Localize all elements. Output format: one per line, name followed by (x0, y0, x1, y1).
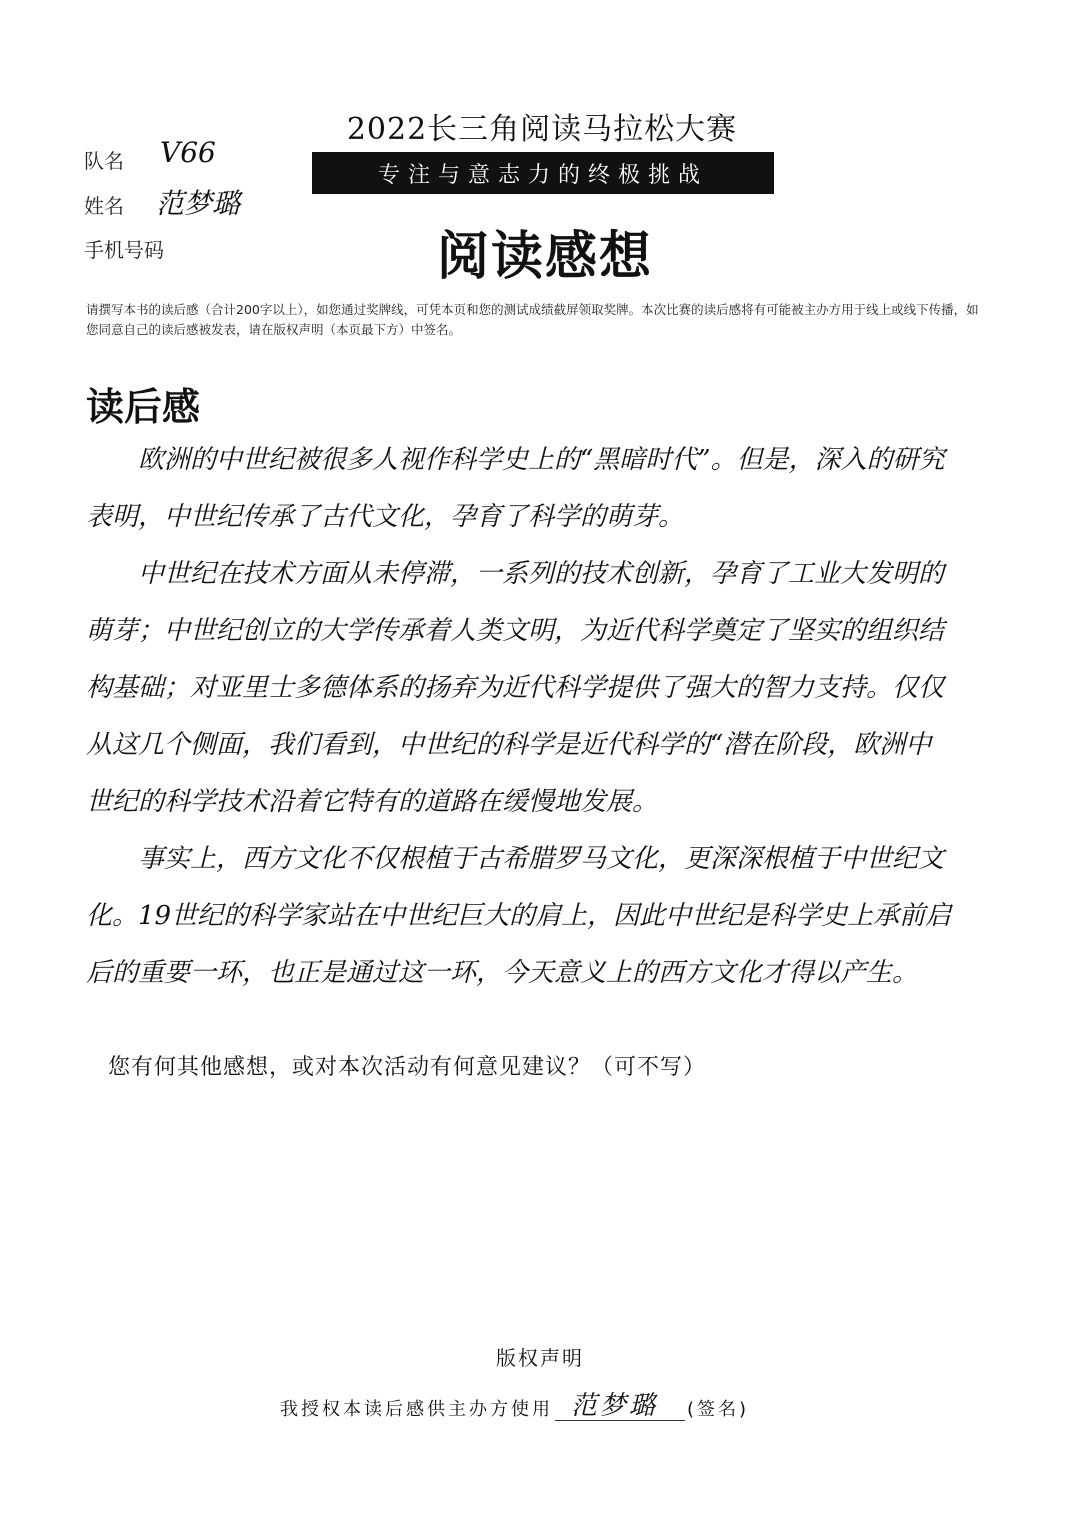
signature-value: 范梦璐 (571, 1391, 659, 1421)
slogan-banner: 专注与意志力的终极挑战 (312, 152, 774, 194)
signature-field[interactable] (555, 1392, 685, 1421)
contest-title: 2022长三角阅读马拉松大赛 (346, 112, 738, 147)
authorization-line (280, 1392, 749, 1421)
essay-paragraph-2: 中世纪在技术方面从未停滞，一系列的技术创新，孕育了工业大发明的萌芽；中世纪创立的大学传承着人类文明，为近代科学奠定了坚实的组织结构基础；对亚里士多德体系的扬弃为近代科学提供了强大的智力支持。仅仅从这几个侧面，我们看到，中世纪的科学是近代科学的“潜在阶段，欧洲中世纪的科学技术沿着它特有的道路在缓慢地发展。 (86, 559, 945, 817)
name-value: 范梦璐 (156, 187, 241, 220)
phone-label: 手机号码 (84, 238, 164, 262)
page-title: 阅读感想 (436, 227, 653, 287)
essay-heading: 读后感 (86, 385, 201, 429)
authorization-statement: 我授权本读后感供主办方使用 (280, 1399, 553, 1420)
essay-paragraph-1: 欧洲的中世纪被很多人视作科学史上的“黑暗时代”。但是，深入的研究表明，中世纪传承了古代文化，孕育了科学的萌芽。 (86, 445, 945, 532)
essay-paragraph-3: 事实上，西方文化不仅根植于古希腊罗马文化，更深深根植于中世纪文化。19世纪的科学家站在中世纪巨大的肩上，因此中世纪是科学史上承前启后的重要一环，也正是通过这一环，今天意义上的西方文化才得以产生。 (86, 844, 952, 988)
instructions-text: 请撰写本书的读后感（合计200字以上），如您通过奖牌线，可凭本页和您的测试成绩截屏领取奖牌。本次比赛的读后感将有可能被主办方用于线上或线下传播，如您同意自己的读后感被发表，请在版权声明（本页最下方）中签名。 (86, 302, 979, 337)
team-label: 队名 (84, 149, 124, 173)
signature-hint: (签名) (687, 1399, 750, 1420)
feedback-prompt: 您有何其他感想，或对本次活动有何意见建议？（可不写） (108, 1055, 707, 1080)
team-value: V66 (160, 136, 216, 169)
essay-body (86, 432, 956, 1002)
copyright-title: 版权声明 (496, 1346, 584, 1370)
name-label: 姓名 (84, 194, 124, 218)
